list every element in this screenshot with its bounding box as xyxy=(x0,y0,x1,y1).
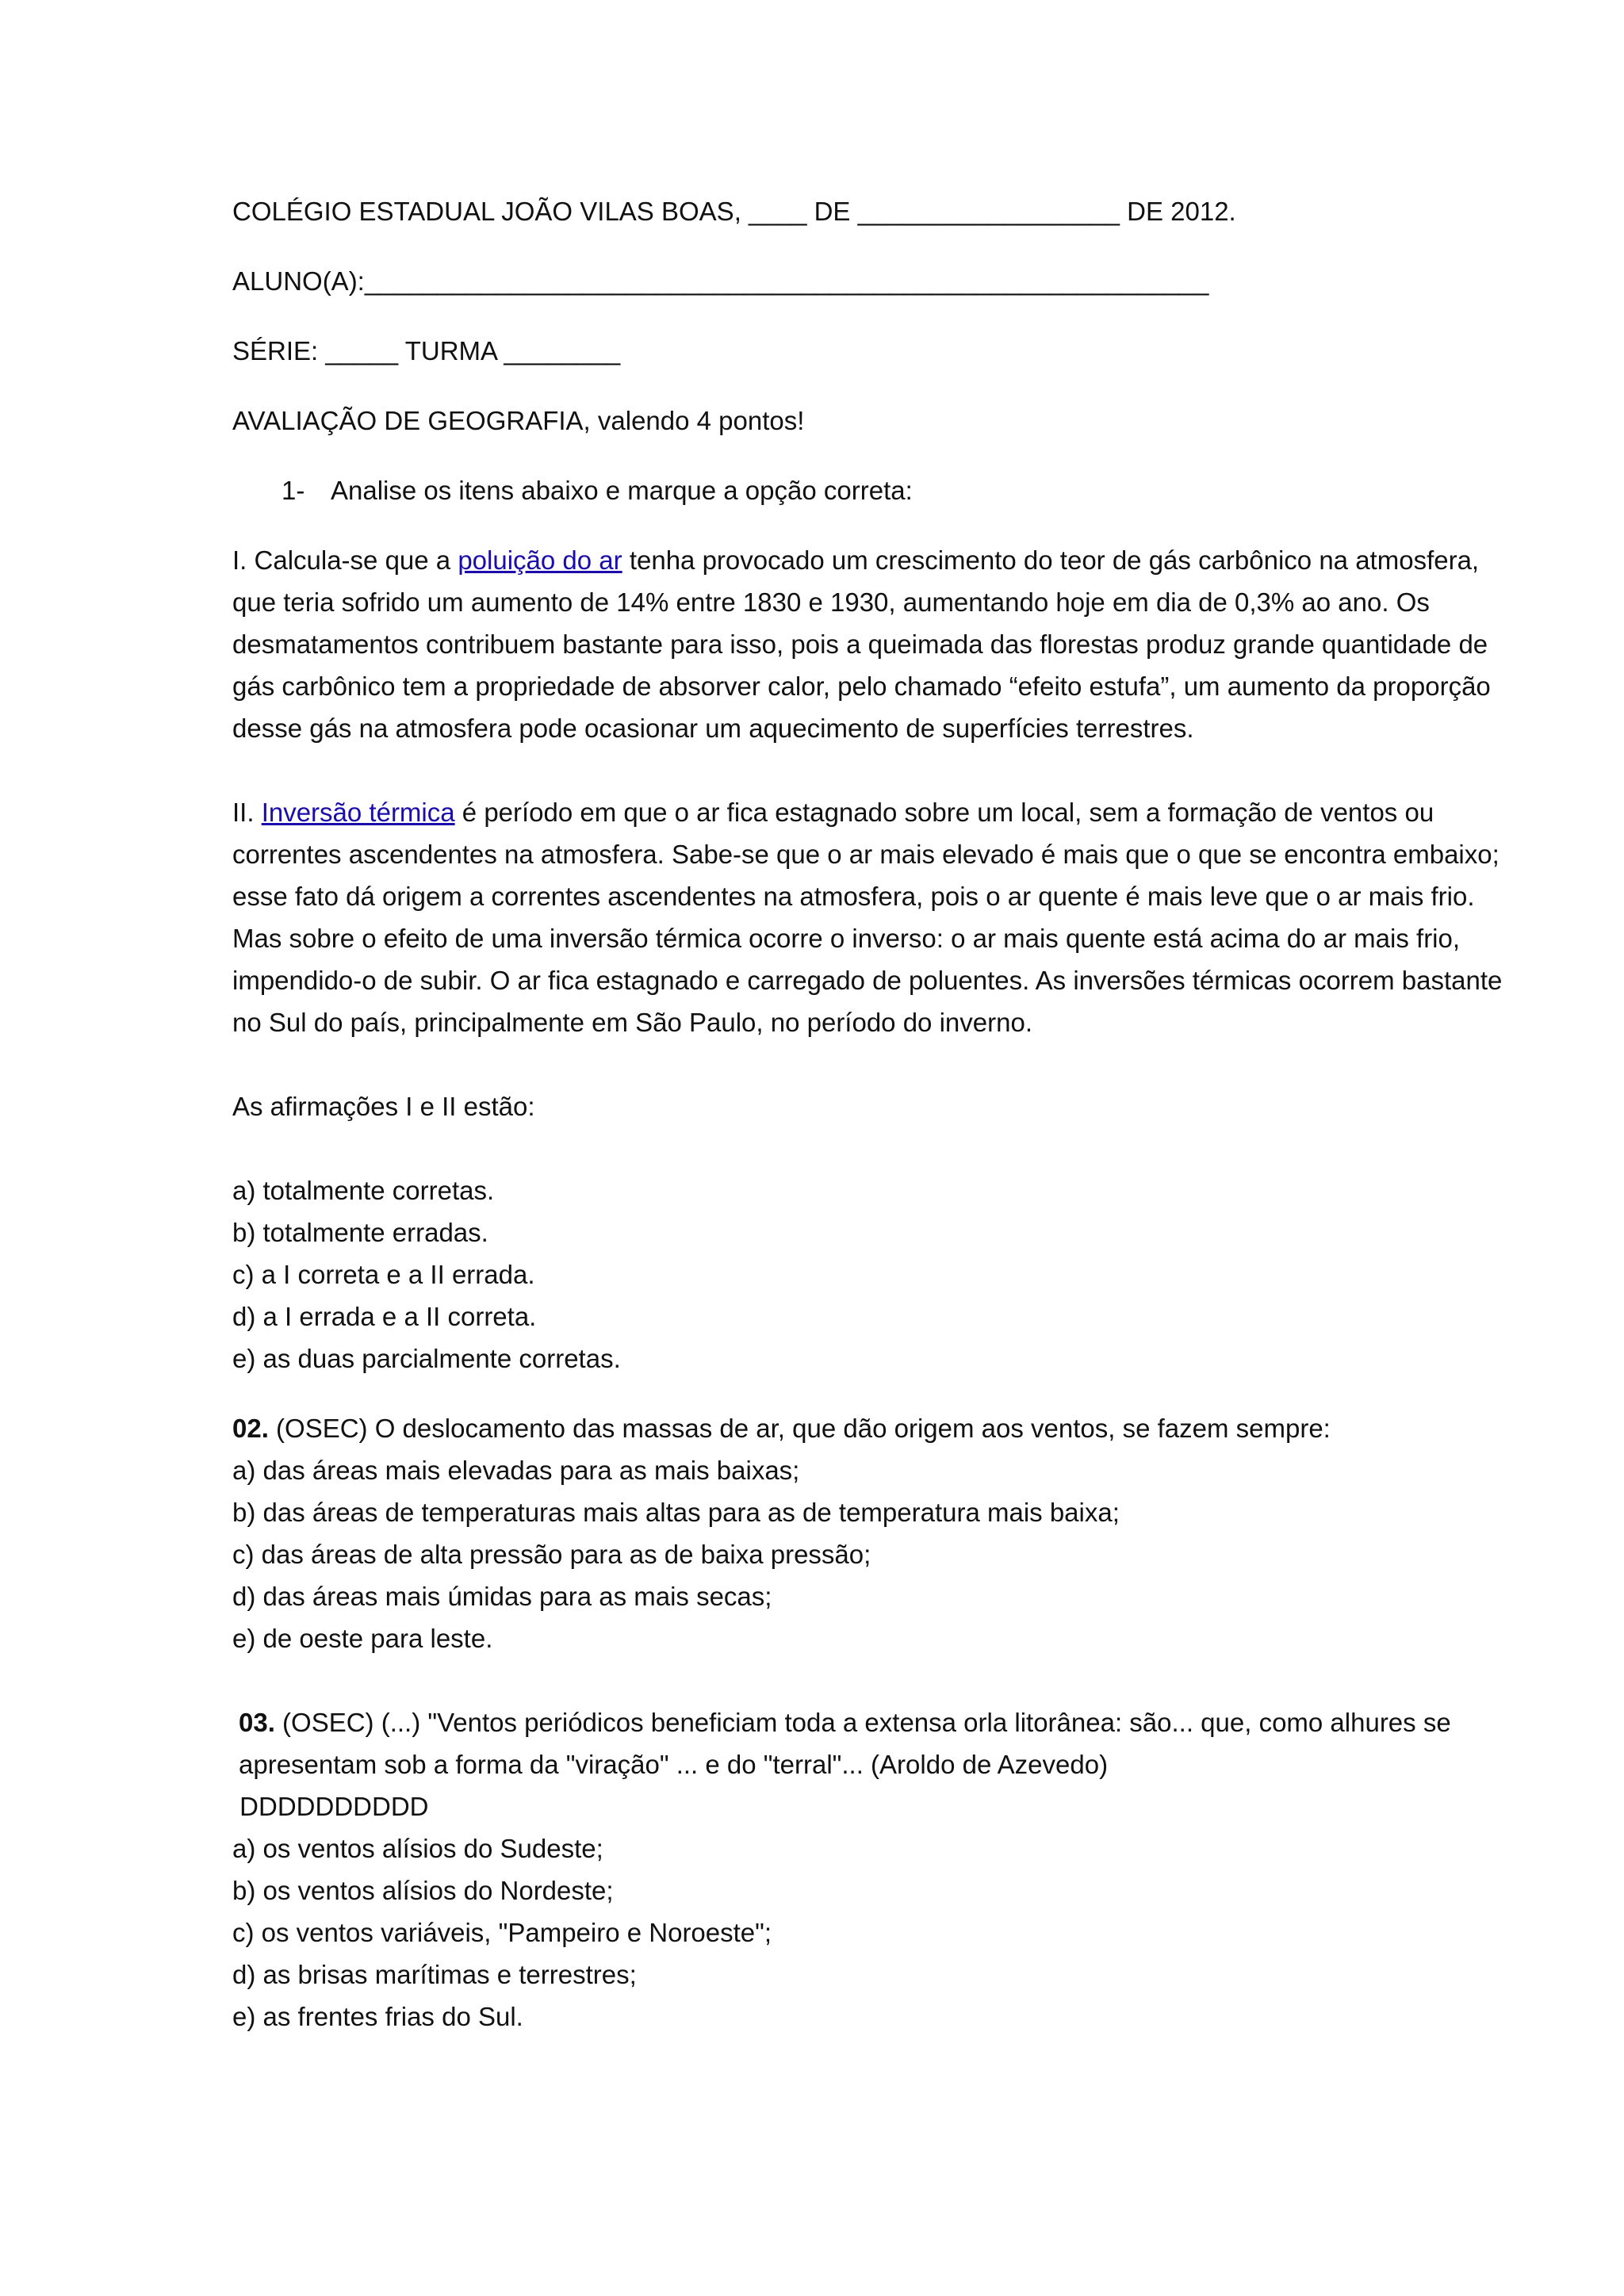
item-1-text: tenha provocado um crescimento do teor de gás carbônico na atmosfera, que teria sofrido um aumento de 14% entre 1830 e 1930, aumentando hoje em dia de 0,3% ao ano. Os desmatamentos contribuem bastante para isso, pois a queimada das florestas produz grande quantidade de gás carbônico tem a propriedade de absorver calor, pelo chamado “efeito estufa”, um aumento da proporção desse gás na atmosfera pode ocasionar um aquecimento de superfícies terrestres. xyxy=(232,545,1491,743)
question-1-prompt-text: Analise os itens abaixo e marque a opção correta: xyxy=(331,476,913,505)
question-2-option-b: b) das áreas de temperaturas mais altas para as de temperatura mais baixa; xyxy=(232,1498,1120,1527)
question-2-text: (OSEC) O deslocamento das massas de ar, que dão origem aos ventos, se fazem sempre: xyxy=(268,1414,1331,1443)
question-2 xyxy=(232,1407,1517,1659)
question-3-option-b: b) os ventos alísios do Nordeste; xyxy=(232,1876,614,1905)
question-1-item-2 xyxy=(232,791,1517,1043)
item-2-prefix: II. xyxy=(232,798,262,827)
question-1-stem: As afirmações I e II estão: xyxy=(232,1092,535,1121)
question-1-option-d: d) a I errada e a II correta. xyxy=(232,1302,537,1331)
question-1-option-e: e) as duas parcialmente corretas. xyxy=(232,1344,621,1373)
question-3-extra-text: DDDDDDDDDD xyxy=(232,1792,429,1821)
question-3-stem xyxy=(232,1701,1517,1785)
question-3-text: (OSEC) (...) "Ventos periódicos beneficiam toda a extensa orla litorânea: são... que, como alhures se apresentam sob a forma da "viração" ... e do "terral"... (Aroldo de Azevedo) xyxy=(239,1708,1451,1779)
question-1-options xyxy=(232,1169,1517,1380)
question-3-option-c: c) os ventos variáveis, "Pampeiro e Noroeste"; xyxy=(232,1918,772,1947)
question-2-option-e: e) de oeste para leste. xyxy=(232,1624,493,1653)
question-1-prompt xyxy=(282,469,1517,511)
question-1-option-c: c) a I correta e a II errada. xyxy=(232,1260,535,1289)
student-name-line: ALUNO(A):__________________________________________________________ xyxy=(232,266,1209,296)
question-3-option-d: d) as brisas marítimas e terrestres; xyxy=(232,1960,637,1989)
document-content xyxy=(232,190,1517,2038)
exam-title: AVALIAÇÃO DE GEOGRAFIA, valendo 4 pontos! xyxy=(232,406,805,435)
item-1-prefix: I. Calcula-se que a xyxy=(232,545,458,575)
question-3-number: 03. xyxy=(239,1708,275,1737)
question-2-option-a: a) das áreas mais elevadas para as mais baixas; xyxy=(232,1456,800,1485)
question-3 xyxy=(232,1701,1517,2038)
question-2-option-d: d) das áreas mais úmidas para as mais secas; xyxy=(232,1582,772,1611)
question-2-stem xyxy=(232,1407,1517,1449)
link-inversao-termica[interactable]: Inversão térmica xyxy=(261,798,455,827)
question-1-option-b: b) totalmente erradas. xyxy=(232,1218,488,1247)
question-1-number: 1- xyxy=(282,476,305,505)
school-header: COLÉGIO ESTADUAL JOÃO VILAS BOAS, ____ DE __________________ DE 2012. xyxy=(232,197,1236,226)
question-1-item-1 xyxy=(232,539,1517,749)
question-3-option-a: a) os ventos alísios do Sudeste; xyxy=(232,1834,603,1863)
question-2-option-c: c) das áreas de alta pressão para as de baixa pressão; xyxy=(232,1540,871,1569)
question-1-option-a: a) totalmente corretas. xyxy=(232,1176,495,1205)
series-class-line: SÉRIE: _____ TURMA ________ xyxy=(232,336,621,365)
question-2-number: 02. xyxy=(232,1414,269,1443)
question-3-option-e: e) as frentes frias do Sul. xyxy=(232,2002,523,2031)
link-poluicao-do-ar[interactable]: poluição do ar xyxy=(458,545,622,575)
item-2-text: é período em que o ar fica estagnado sobre um local, sem a formação de ventos ou correntes ascendentes na atmosfera. Sabe-se que o ar mais elevado é mais que o que se encontra embaixo; esse fato dá origem a correntes ascendentes na atmosfera, pois o ar quente é mais leve que o ar mais frio. Mas sobre o efeito de uma inversão térmica ocorre o inverso: o ar mais quente está acima do ar mais frio, impendido-o de subir. O ar fica estagnado e carregado de poluentes. As inversões térmicas ocorrem bastante no Sul do país, principalmente em São Paulo, no período do inverno. xyxy=(232,798,1503,1037)
